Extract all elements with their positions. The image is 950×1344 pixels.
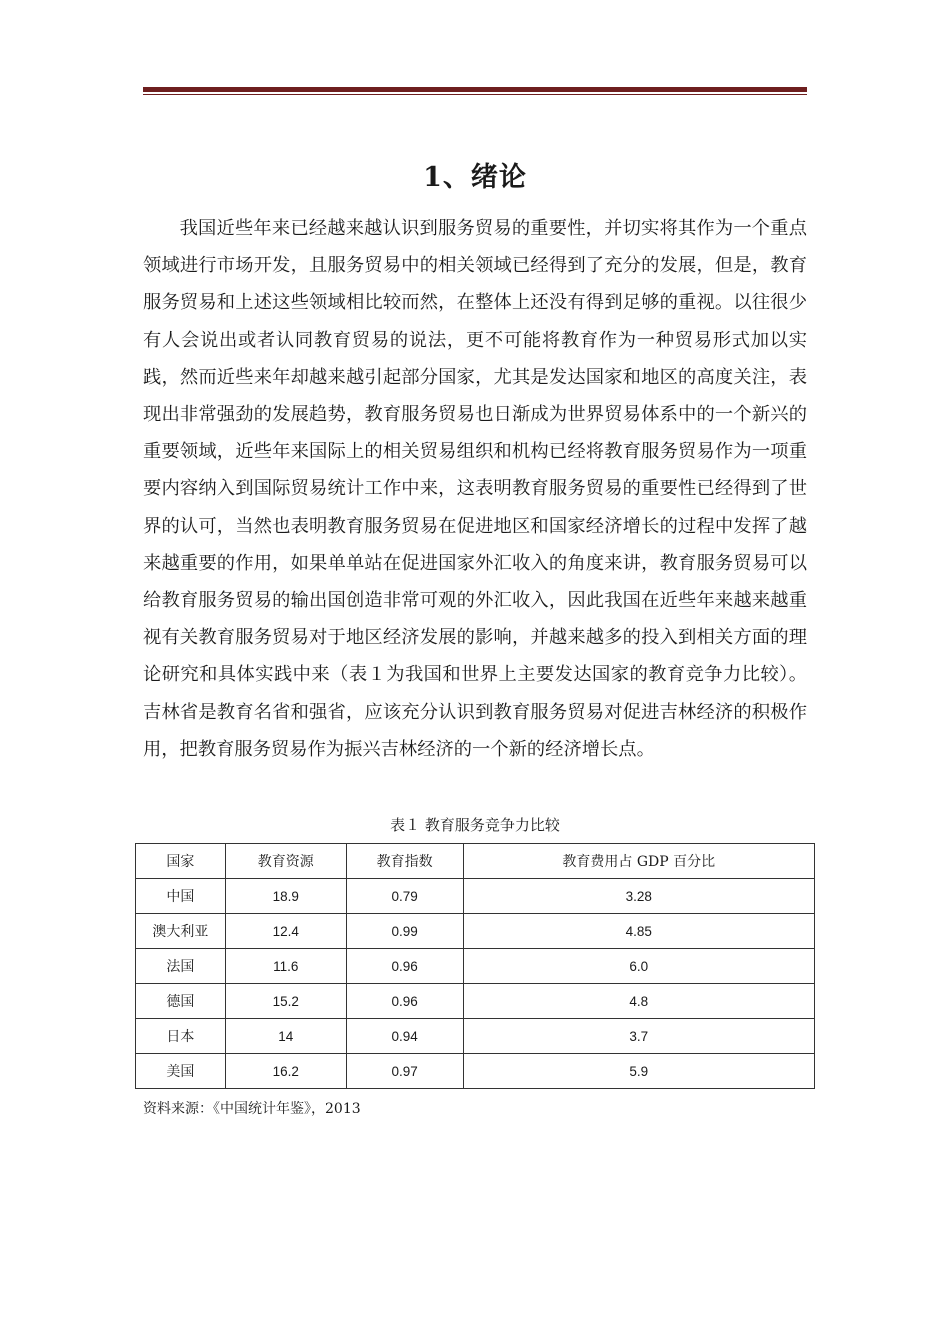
cell-resources: 16.2 [225,1054,346,1089]
cell-country: 中国 [136,879,226,914]
table-row [136,984,815,1019]
table-row [136,879,815,914]
section-title: 1、绪论 [423,162,527,193]
cell-index: 0.96 [346,984,463,1019]
cell-index: 0.79 [346,879,463,914]
table-header-row [136,844,815,879]
cell-gdp-percent: 6.0 [463,949,814,984]
header-rule-thin [143,94,807,95]
table-row [136,1019,815,1054]
cell-gdp-percent: 5.9 [463,1054,814,1089]
table-row [136,949,815,984]
table-row [136,914,815,949]
cell-index: 0.96 [346,949,463,984]
cell-resources: 14 [225,1019,346,1054]
header-rule-thick [143,87,807,92]
cell-index: 0.94 [346,1019,463,1054]
cell-resources: 18.9 [225,879,346,914]
cell-country: 日本 [136,1019,226,1054]
header-education-resources: 教育资源 [225,844,346,879]
cell-country: 法国 [136,949,226,984]
table-caption: 表１ 教育服务竞争力比较 [390,816,560,834]
header-education-index: 教育指数 [346,844,463,879]
cell-gdp-percent: 3.28 [463,879,814,914]
cell-gdp-percent: 3.7 [463,1019,814,1054]
cell-resources: 12.4 [225,914,346,949]
header-education-expense-gdp: 教育费用占 GDP 百分比 [463,844,814,879]
cell-resources: 11.6 [225,949,346,984]
table-source-note: 资料来源：《中国统计年鉴》，2013 [143,1101,361,1117]
table-row [136,1054,815,1089]
cell-gdp-percent: 4.85 [463,914,814,949]
cell-index: 0.99 [346,914,463,949]
competitiveness-table [135,843,815,1089]
cell-gdp-percent: 4.8 [463,984,814,1019]
cell-country: 澳大利亚 [136,914,226,949]
cell-country: 德国 [136,984,226,1019]
cell-country: 美国 [136,1054,226,1089]
header-country: 国家 [136,844,226,879]
body-paragraph: 我国近些年来已经越来越认识到服务贸易的重要性，并切实将其作为一个重点领域进行市场开发，且服务贸易中的相关领域已经得到了充分的发展，但是，教育服务贸易和上述这些领域相比较而然，在整体上还没有得到足够的重视。以往很少有人会说出或者认同教育贸易的说法，更不可能将教育作为一种贸易形式加以实践，然而近些来年却越来越引起部分国家，尤其是发达国家和地区的高度关注，表现出非常强劲的发展趋势，教育服务贸易也日渐成为世界贸易体系中的一个新兴的重要领域，近些年来国际上的相关贸易组织和机构已经将教育服务贸易作为一项重要内容纳入到国际贸易统计工作中来，这表明教育服务贸易的重要性已经得到了世界的认可，当然也表明教育服务贸易在促进地区和国家经济增长的过程中发挥了越来越重要的作用，如果单单站在促进国家外汇收入的角度来讲，教育服务贸易可以给教育服务贸易的输出国创造非常可观的外汇收入，因此我国在近些年来越来越重视有关教育服务贸易对于地区经济发展的影响，并越来越多的投入到相关方面的理论研究和具体实践中来（表１为我国和世界上主要发达国家的教育竞争力比较）。吉林省是教育名省和强省，应该充分认识到教育服务贸易对促进吉林经济的积极作用，把教育服务贸易作为振兴吉林经济的一个新的经济增长点。 [143,218,807,760]
cell-resources: 15.2 [225,984,346,1019]
cell-index: 0.97 [346,1054,463,1089]
